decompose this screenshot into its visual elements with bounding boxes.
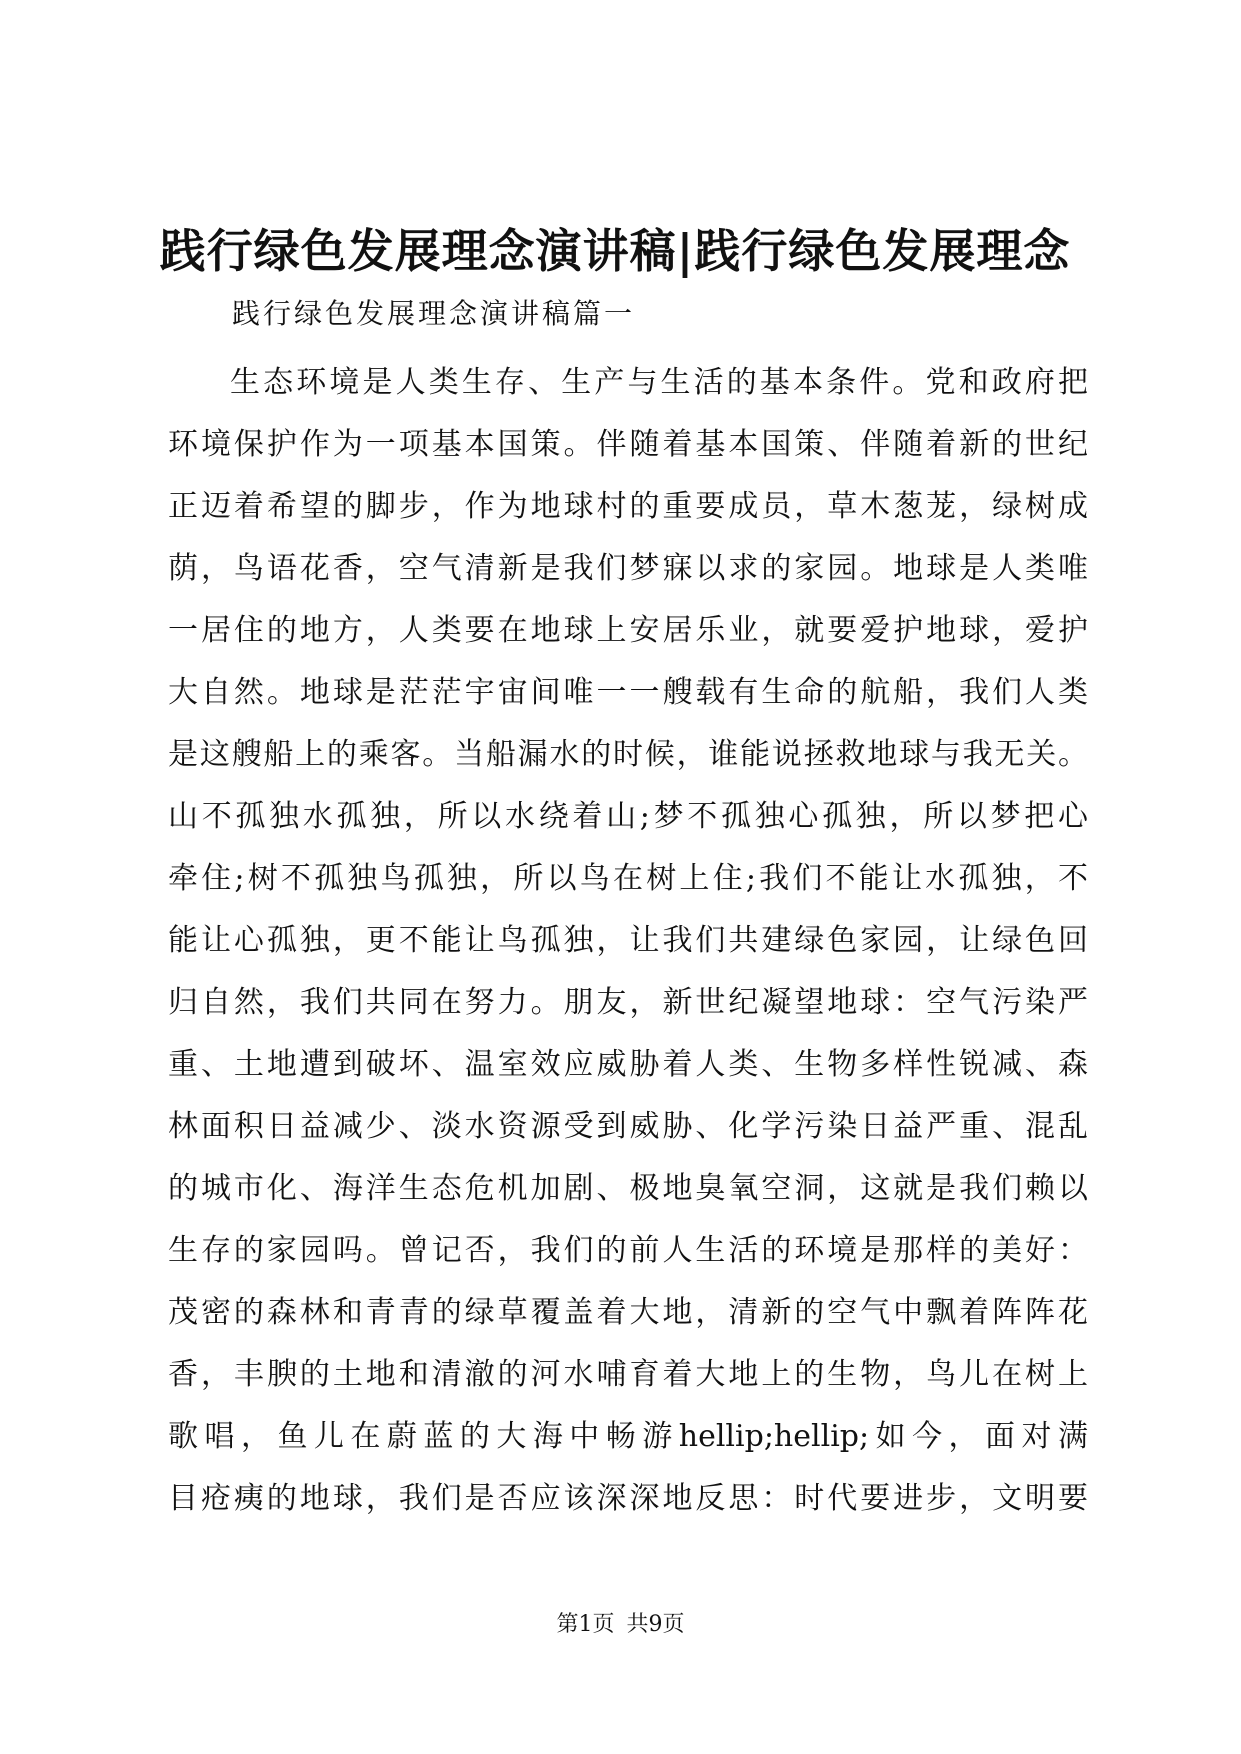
body-line: 牵住;树不孤独鸟孤独，所以鸟在树上住;我们不能让水孤独，不 — [168, 861, 1088, 896]
page-total: 共9页 — [626, 1612, 685, 1637]
body-line: 生存的家园吗。曾记否，我们的前人生活的环境是那样的美好： — [168, 1233, 1088, 1268]
page-number: 第1页 — [556, 1612, 615, 1637]
page-footer — [0, 1610, 1241, 1640]
body-line: 茂密的森林和青青的绿草覆盖着大地，清新的空气中飘着阵阵花 — [168, 1295, 1088, 1330]
body-line: 一居住的地方，人类要在地球上安居乐业，就要爱护地球，爱护 — [168, 613, 1088, 648]
body-line: 重、土地遭到破坏、温室效应威胁着人类、生物多样性锐减、森 — [168, 1047, 1088, 1082]
body-line: 香，丰腴的土地和清澈的河水哺育着大地上的生物，鸟儿在树上 — [168, 1357, 1088, 1392]
body-line: 歌唱，鱼儿在蔚蓝的大海中畅游hellip;hellip;如今，面对满 — [168, 1419, 1088, 1454]
body-line: 大自然。地球是茫茫宇宙间唯一一艘载有生命的航船，我们人类 — [168, 675, 1088, 710]
body-paragraph — [168, 352, 1088, 1530]
body-line: 能让心孤独，更不能让鸟孤独，让我们共建绿色家园，让绿色回 — [168, 923, 1088, 958]
body-line: 山不孤独水孤独，所以水绕着山;梦不孤独心孤独，所以梦把心 — [168, 799, 1088, 834]
body-line: 正迈着希望的脚步，作为地球村的重要成员，草木葱茏，绿树成 — [168, 489, 1088, 524]
document-title: 践行绿色发展理念演讲稿|践行绿色发展理念 — [159, 224, 1071, 278]
body-line: 的城市化、海洋生态危机加剧、极地臭氧空洞，这就是我们赖以 — [168, 1171, 1088, 1206]
section-heading: 践行绿色发展理念演讲稿篇一 — [232, 297, 636, 330]
body-line: 荫，鸟语花香，空气清新是我们梦寐以求的家园。地球是人类唯 — [168, 551, 1088, 586]
body-line: 归自然，我们共同在努力。朋友，新世纪凝望地球：空气污染严 — [168, 985, 1088, 1020]
body-line: 环境保护作为一项基本国策。伴随着基本国策、伴随着新的世纪 — [168, 427, 1088, 462]
body-line: 是这艘船上的乘客。当船漏水的时候，谁能说拯救地球与我无关。 — [168, 737, 1088, 772]
body-line: 林面积日益减少、淡水资源受到威胁、化学污染日益严重、混乱 — [168, 1109, 1088, 1144]
body-line: 生态环境是人类生存、生产与生活的基本条件。党和政府把 — [230, 365, 1088, 400]
body-line: 目疮痍的地球，我们是否应该深深地反思：时代要进步，文明要 — [168, 1481, 1088, 1516]
